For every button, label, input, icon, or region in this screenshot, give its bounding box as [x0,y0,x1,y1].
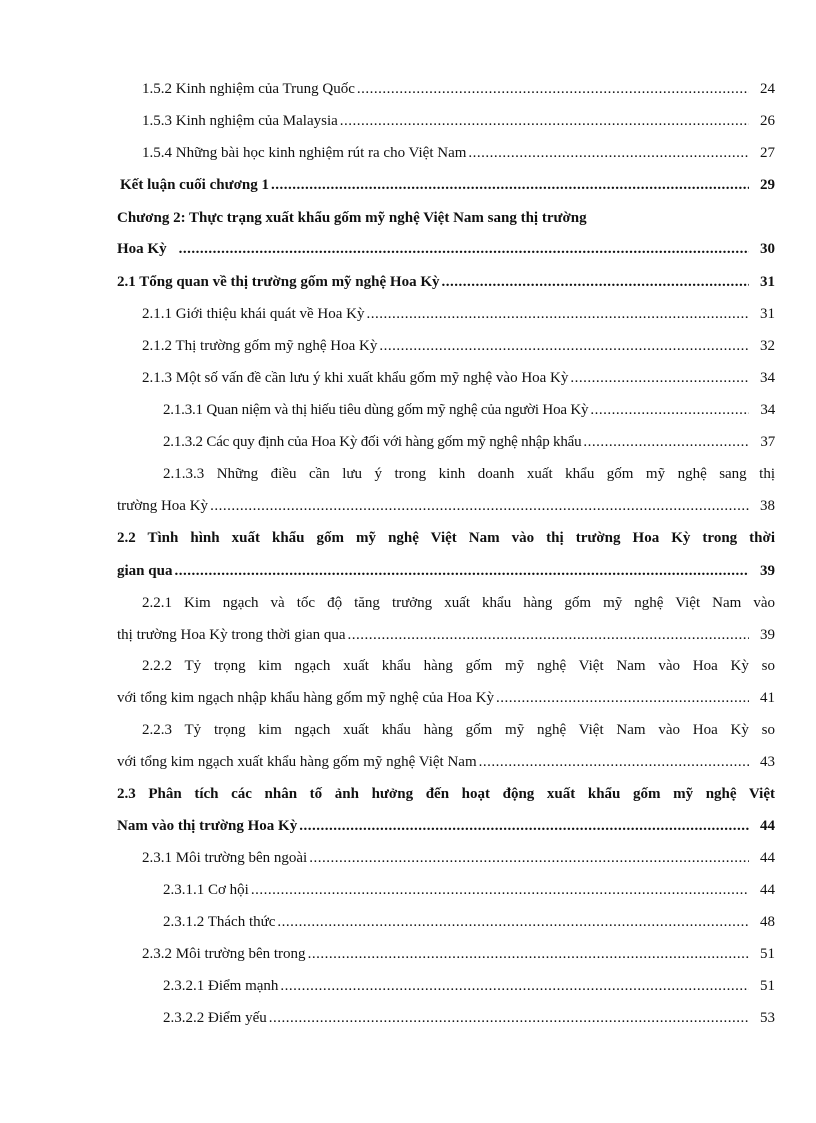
toc-leader-dots [468,142,749,164]
toc-entry-2-3[interactable] [117,815,775,837]
toc-leader-dots [442,271,750,293]
toc-entry-label: 2.2.3 Tỷ trọng kim ngạch xuất khẩu hàng gốm mỹ nghệ Việt Nam vào Hoa Kỳ so [142,722,775,738]
toc-entry-2-3-2[interactable] [117,943,775,965]
toc-entry-label: Nam vào thị trường Hoa Kỳ [117,818,298,834]
toc-entry-label: 2.1.3.2 Các quy định của Hoa Kỳ đối với hàng gốm mỹ nghệ nhập khẩu [163,434,582,450]
toc-page-number: 44 [760,882,775,898]
toc-leader-dots [251,879,749,901]
toc-entry-label: 2.2.1 Kim ngạch và tốc độ tăng trưởng xuất khẩu hàng gốm mỹ nghệ Việt Nam vào [142,595,775,611]
toc-entry-2-3-2-2[interactable] [117,1007,775,1029]
toc-entry-2-2-line1[interactable] [117,527,775,549]
toc-page-number: 53 [760,1010,775,1026]
toc-entry-chuong-2-line1[interactable] [117,207,775,229]
toc-entry-chuong-2[interactable] [117,238,775,260]
toc-entry-label: 2.2.2 Tỷ trọng kim ngạch xuất khẩu hàng gốm mỹ nghệ Việt Nam vào Hoa Kỳ so [142,658,775,674]
toc-leader-dots [308,943,749,965]
toc-page-number: 51 [760,978,775,994]
toc-entry-2-3-1[interactable] [117,847,775,869]
toc-entry-label: 2.1.2 Thị trường gốm mỹ nghệ Hoa Kỳ [142,338,378,354]
toc-entry-2-1[interactable] [117,271,775,293]
toc-entry-label: 2.1.3.1 Quan niệm và thị hiếu tiêu dùng gốm mỹ nghệ của người Hoa Kỳ [163,402,589,418]
toc-page-number: 31 [760,274,775,290]
toc-leader-dots [590,399,749,421]
toc-entry-2-3-1-2[interactable] [117,911,775,933]
toc-page-number: 43 [760,754,775,770]
toc-entry-label: với tổng kim ngạch nhập khẩu hàng gốm mỹ nghệ của Hoa Kỳ [117,690,495,706]
toc-entry-label: 1.5.3 Kinh nghiệm của Malaysia [142,113,338,129]
toc-leader-dots [309,847,749,869]
toc-entry-2-1-2[interactable] [117,335,775,357]
toc-entry-2-2-3-line1[interactable] [117,719,775,741]
toc-entry-label: 2.3.1.1 Cơ hội [163,882,249,898]
toc-entry-label: 2.1.1 Giới thiệu khái quát về Hoa Kỳ [142,306,365,322]
toc-page-number: 27 [760,145,775,161]
toc-page-number: 44 [760,818,775,834]
toc-entry-label: Hoa Kỳ [117,241,167,257]
toc-entry-1-5-2[interactable] [117,78,775,100]
toc-page-number: 39 [760,627,775,643]
toc-leader-dots [174,560,749,582]
toc-leader-dots [379,335,749,357]
toc-entry-2-2-2-line1[interactable] [117,655,775,677]
toc-entry-2-1-1[interactable] [117,303,775,325]
toc-page-number: 51 [760,946,775,962]
toc-page-number: 39 [760,563,775,579]
toc-entry-label: 2.3.1.2 Thách thức [163,914,276,930]
toc-page-number: 34 [760,402,775,418]
toc-page-number: 29 [760,177,775,193]
toc-entry-label: gian qua [117,563,173,579]
toc-page-number: 37 [760,434,775,450]
toc-page-number: 31 [760,306,775,322]
toc-entry-label: trường Hoa Kỳ [117,498,209,514]
toc-leader-dots [348,624,749,646]
toc-entry-1-5-4[interactable] [117,142,775,164]
toc-leader-dots [277,911,749,933]
toc-entry-2-2-2[interactable] [117,687,775,709]
toc-entry-2-1-3-3-line1[interactable] [117,463,775,485]
toc-page-number: 38 [760,498,775,514]
toc-entry-label: 2.3.2 Môi trường bên trong [142,946,306,962]
toc-entry-label: 2.3.1 Môi trường bên ngoài [142,850,308,866]
toc-page-number: 32 [760,338,775,354]
toc-entry-label: Kết luận cuối chương 1 [120,177,269,193]
toc-leader-dots [496,687,749,709]
toc-entry-label: 2.3 Phân tích các nhân tố ảnh hưởng đến hoạt động xuất khẩu gốm mỹ nghệ Việt [117,786,775,802]
toc-leader-dots [570,367,749,389]
toc-entry-label: với tổng kim ngạch xuất khẩu hàng gốm mỹ nghệ Việt Nam [117,754,477,770]
toc-entry-label: 1.5.2 Kinh nghiệm của Trung Quốc [142,81,355,97]
toc-entry-label: 2.1 Tổng quan về thị trường gốm mỹ nghệ Hoa Kỳ [117,274,440,290]
toc-entry-2-2[interactable] [117,560,775,582]
toc-entry-2-1-3-1[interactable] [117,399,775,421]
toc-leader-dots [583,431,749,453]
toc-entry-label: 2.3.2.1 Điểm mạnh [163,978,279,994]
toc-leader-dots [280,975,749,997]
toc-entry-ket-luan[interactable] [117,174,775,196]
toc-entry-label: 2.2 Tình hình xuất khẩu gốm mỹ nghệ Việt Nam vào thị trường Hoa Kỳ trong thời [117,530,775,546]
toc-entry-2-1-3-2[interactable] [117,431,775,453]
toc-leader-dots [271,174,749,196]
toc-page-number: 44 [760,850,775,866]
toc-entry-label: Chương 2: Thực trạng xuất khẩu gốm mỹ nghệ Việt Nam sang thị trường [117,210,587,226]
toc-entry-2-2-1-line1[interactable] [117,592,775,614]
toc-entry-2-3-1-1[interactable] [117,879,775,901]
toc-leader-dots [479,751,749,773]
toc-entry-2-3-line1[interactable] [117,783,775,805]
toc-entry-2-1-3[interactable] [117,367,775,389]
toc-page-number: 30 [760,241,775,257]
toc-page-number: 24 [760,81,775,97]
toc-entry-2-2-1[interactable] [117,624,775,646]
toc-entry-label: 2.1.3.3 Những điều cần lưu ý trong kinh doanh xuất khẩu gốm mỹ nghệ sang thị [163,466,775,482]
toc-entry-2-2-3[interactable] [117,751,775,773]
toc-entry-2-1-3-3[interactable] [117,495,775,517]
toc-leader-dots [366,303,749,325]
toc-page-number: 26 [760,113,775,129]
toc-entry-2-3-2-1[interactable] [117,975,775,997]
toc-leader-dots [357,78,749,100]
toc-entry-label: 2.3.2.2 Điểm yếu [163,1010,267,1026]
toc-entry-label: 1.5.4 Những bài học kinh nghiệm rút ra cho Việt Nam [142,145,467,161]
toc-entry-1-5-3[interactable] [117,110,775,132]
toc-leader-dots [210,495,749,517]
toc-page-number: 41 [760,690,775,706]
toc-leader-dots [299,815,749,837]
toc-entry-label: thị trường Hoa Kỳ trong thời gian qua [117,627,346,643]
toc-entry-label: 2.1.3 Một số vấn đề cần lưu ý khi xuất khẩu gốm mỹ nghệ vào Hoa Kỳ [142,370,569,386]
toc-page-number: 34 [760,370,775,386]
toc-leader-dots [179,238,749,260]
toc-page-number: 48 [760,914,775,930]
toc-leader-dots [269,1007,749,1029]
toc-leader-dots [340,110,749,132]
